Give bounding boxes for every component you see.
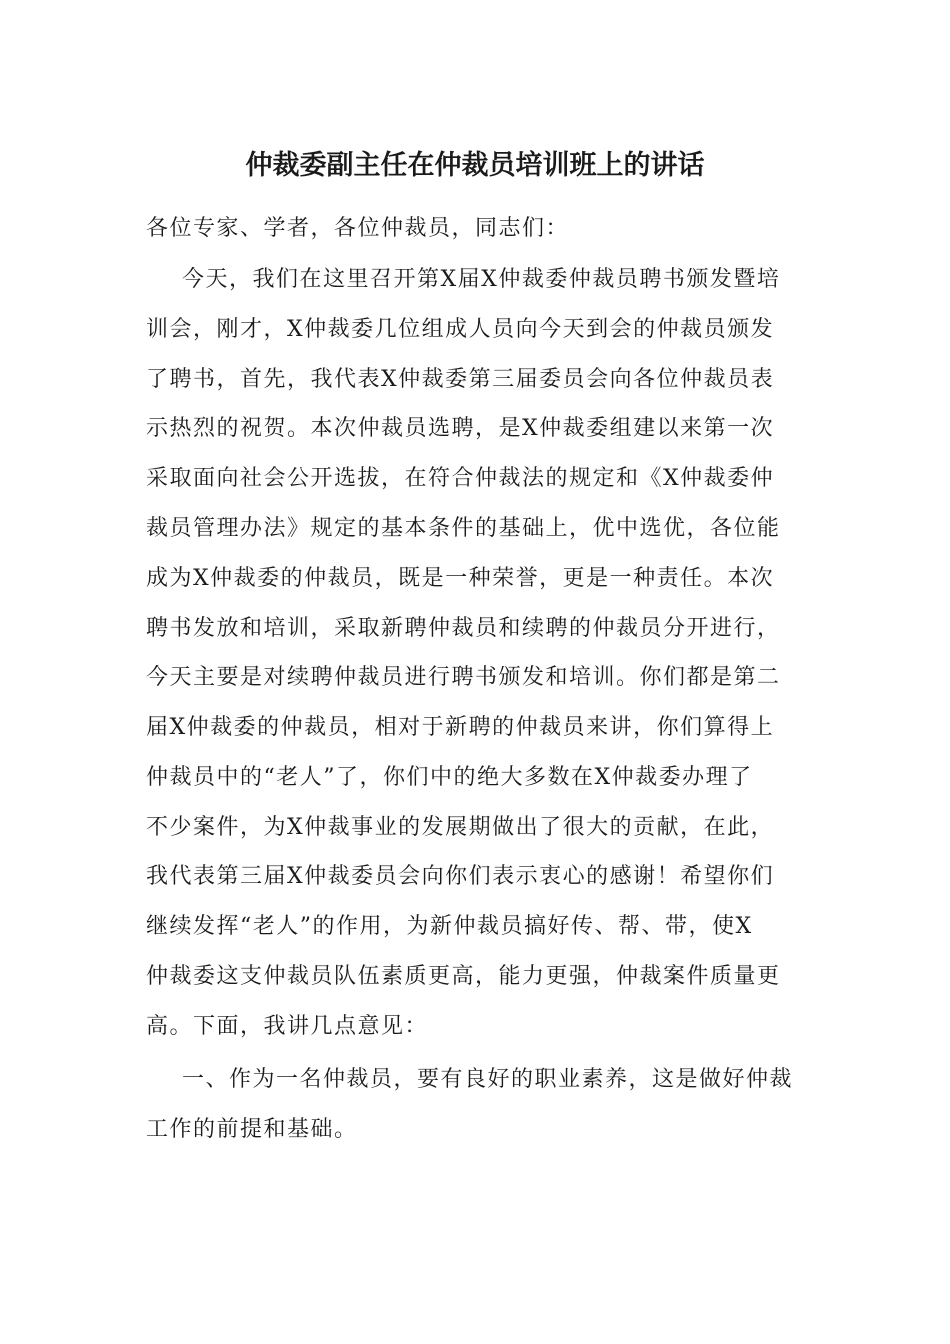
paragraph-line: 成为X仲裁委的仲裁员，既是一种荣誉，更是一种责任。本次 [146, 566, 775, 591]
paragraph-line: 仲裁委这支仲裁员队伍素质更高，能力更强，仲裁案件质量更 [146, 964, 781, 989]
paragraph-line: 我代表第三届X仲裁委员会向你们表示衷心的感谢！希望你们 [146, 864, 775, 889]
paragraph-line: 今天，我们在这里召开第X届X仲裁委仲裁员聘书颁发暨培 [182, 267, 781, 292]
paragraph-line: 继续发挥“老人”的作用，为新仲裁员搞好传、帮、带，使X [146, 914, 753, 939]
section-heading-line: 工作的前提和基础。 [146, 1117, 358, 1142]
paragraph-line: 采取面向社会公开选拔，在符合仲裁法的规定和《X仲裁委仲 [146, 466, 775, 491]
paragraph-line: 了聘书，首先，我代表X仲裁委第三届委员会向各位仲裁员表 [146, 367, 775, 392]
paragraph-line: 训会，刚才，X仲裁委几位组成人员向今天到会的仲裁员颁发 [146, 317, 775, 342]
section-heading-line: 一、作为一名仲裁员，要有良好的职业素养，这是做好仲裁 [182, 1067, 794, 1092]
paragraph-line: 示热烈的祝贺。本次仲裁员选聘，是X仲裁委组建以来第一次 [146, 416, 775, 441]
paragraph-line: 裁员管理办法》规定的基本条件的基础上，优中选优，各位能 [146, 516, 781, 541]
paragraph-line: 不少案件，为X仲裁事业的发展期做出了很大的贡献，在此， [146, 815, 775, 840]
paragraph-line: 高。下面，我讲几点意见： [146, 1014, 429, 1039]
paragraph-line: 聘书发放和培训，采取新聘仲裁员和续聘的仲裁员分开进行， [146, 616, 781, 641]
paragraph-line: 届X仲裁委的仲裁员，相对于新聘的仲裁员来讲，你们算得上 [146, 715, 775, 740]
paragraph-line: 今天主要是对续聘仲裁员进行聘书颁发和培训。你们都是第二 [146, 665, 781, 690]
document-title: 仲裁委副主任在仲裁员培训班上的讲话 [245, 150, 705, 181]
paragraph-line: 仲裁员中的“老人”了，你们中的绝大多数在X仲裁委办理了 [146, 765, 753, 790]
salutation: 各位专家、学者，各位仲裁员，同志们： [146, 216, 570, 241]
